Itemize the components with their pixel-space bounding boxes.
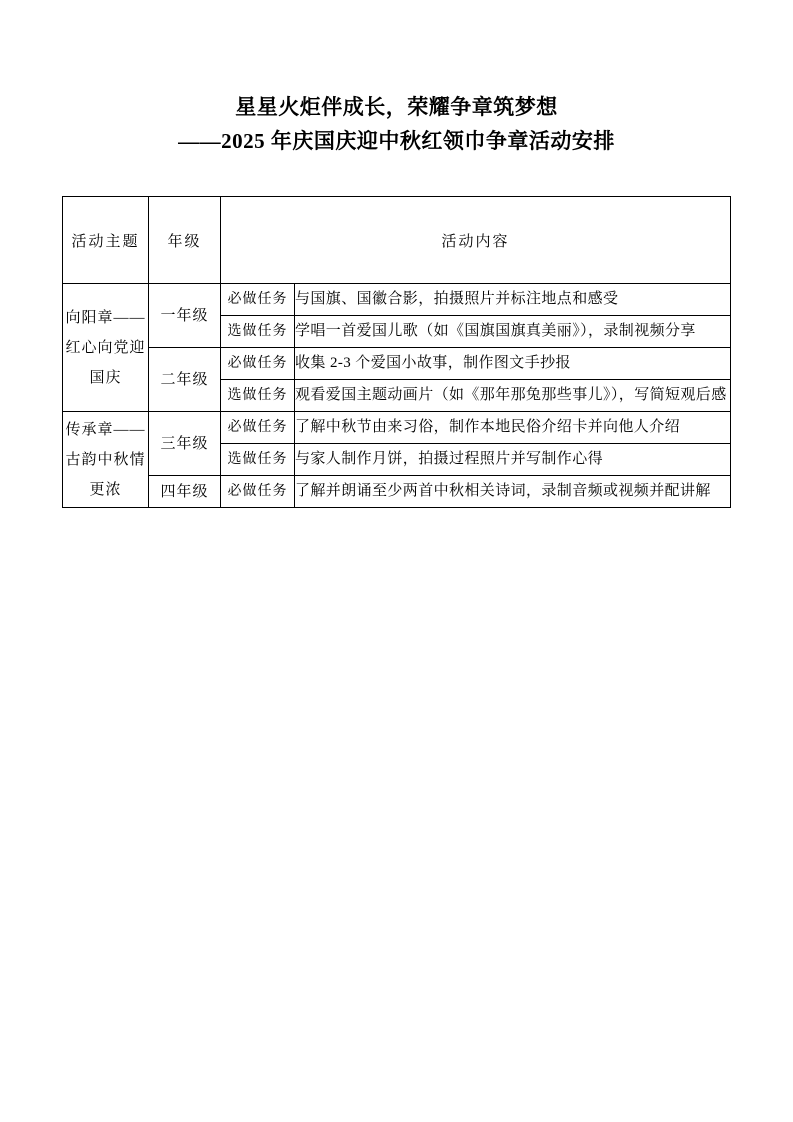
task-type: 选做任务	[221, 444, 295, 476]
section-theme: 向阳章——红心向党迎国庆	[63, 284, 149, 412]
section-theme: 传承章——古韵中秋情更浓	[63, 412, 149, 508]
task-content: 观看爱国主题动画片（如《那年那兔那些事儿》），写简短观后感	[295, 380, 731, 412]
table-row	[63, 348, 731, 380]
title-line-1: 星星火炬伴成长，荣耀争章筑梦想	[235, 95, 558, 119]
task-type: 选做任务	[221, 380, 295, 412]
schedule-table-wrapper	[62, 196, 731, 508]
grade-label: 一年级	[149, 284, 221, 348]
header-grade: 年级	[149, 197, 221, 284]
task-content: 学唱一首爱国儿歌（如《国旗国旗真美丽》），录制视频分享	[295, 316, 731, 348]
activity-schedule-table	[62, 196, 731, 508]
task-type: 必做任务	[221, 412, 295, 444]
task-content: 了解并朗诵至少两首中秋相关诗词，录制音频或视频并配讲解	[295, 476, 731, 508]
task-content: 了解中秋节由来习俗，制作本地民俗介绍卡并向他人介绍	[295, 412, 731, 444]
header-content: 活动内容	[221, 197, 731, 284]
task-type: 必做任务	[221, 284, 295, 316]
task-type: 选做任务	[221, 316, 295, 348]
grade-label: 二年级	[149, 348, 221, 412]
grade-label: 四年级	[149, 476, 221, 508]
header-theme: 活动主题	[63, 197, 149, 284]
grade-label: 三年级	[149, 412, 221, 476]
task-content: 收集 2-3 个爱国小故事，制作图文手抄报	[295, 348, 731, 380]
task-type: 必做任务	[221, 348, 295, 380]
task-content: 与国旗、国徽合影，拍摄照片并标注地点和感受	[295, 284, 731, 316]
title-line-2: ——2025 年庆国庆迎中秋红领巾争章活动安排	[178, 129, 615, 153]
table-row	[63, 284, 731, 316]
task-content: 与家人制作月饼，拍摄过程照片并写制作心得	[295, 444, 731, 476]
table-row	[63, 412, 731, 444]
page-title	[62, 90, 731, 158]
task-type: 必做任务	[221, 476, 295, 508]
table-header-row	[63, 197, 731, 284]
table-row	[63, 476, 731, 508]
